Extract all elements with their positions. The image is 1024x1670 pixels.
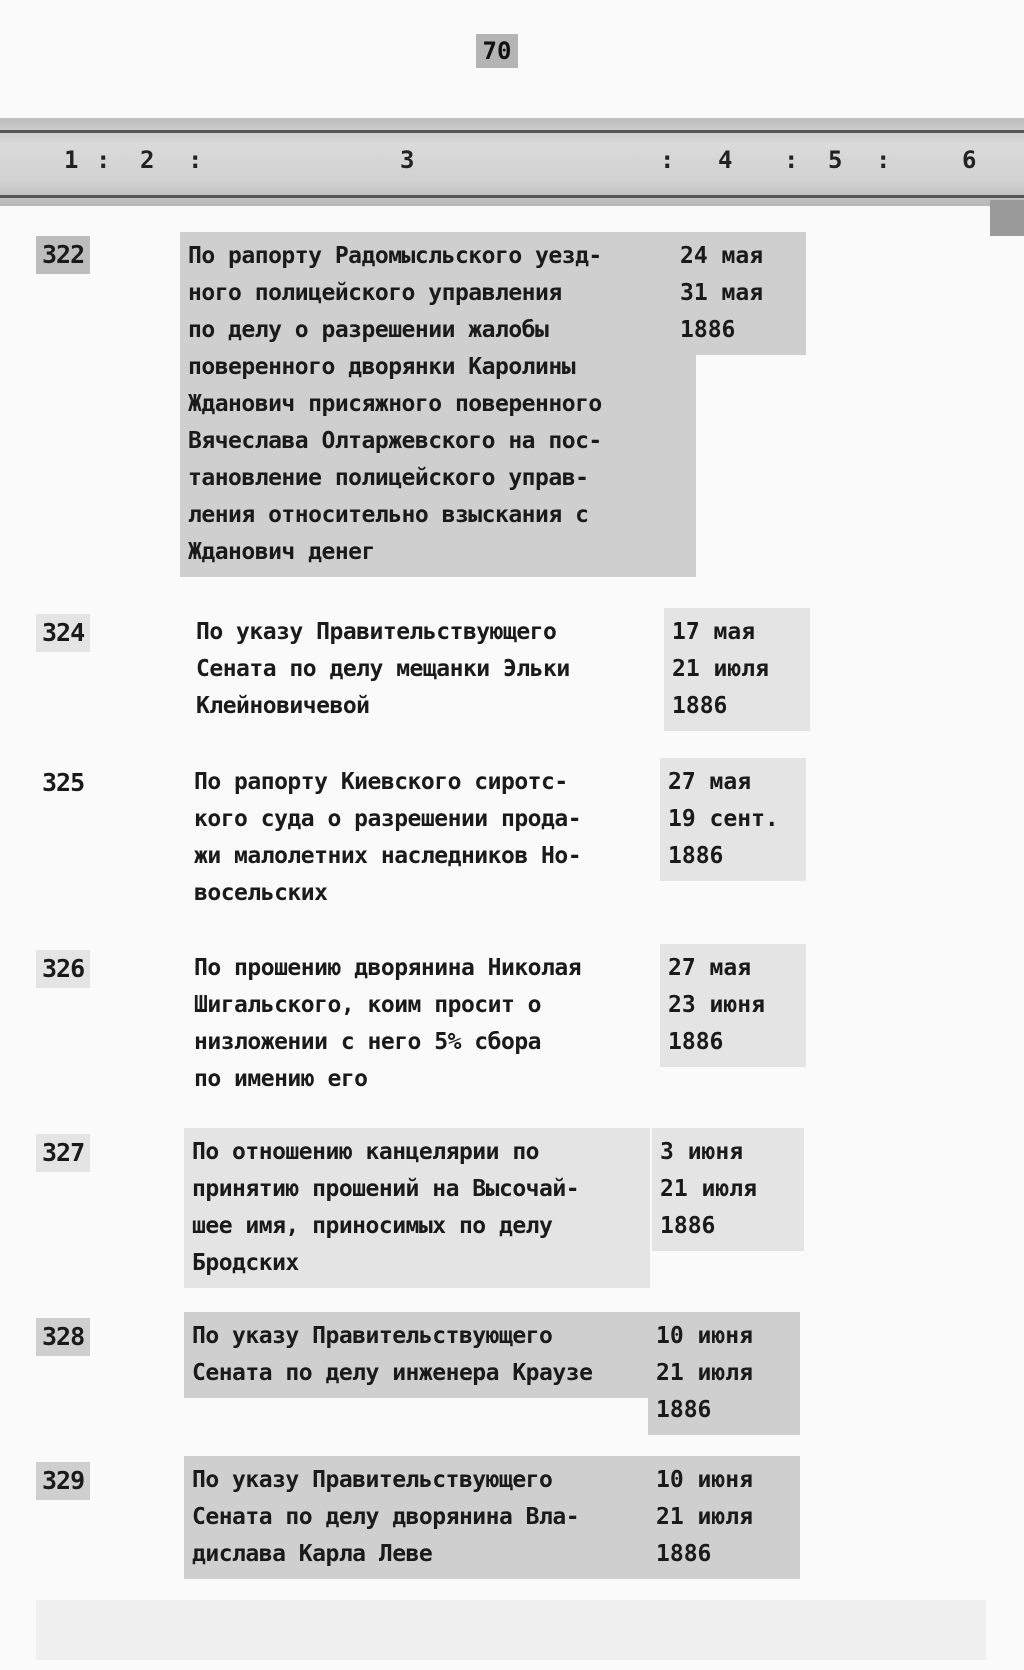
entry-year: 1886 (680, 317, 736, 343)
scan-shadow (990, 200, 1024, 236)
entry-line: Жданович присяжного поверенного (188, 391, 602, 417)
entry-line: ления относительно взыскания с (188, 502, 589, 528)
entry-description (188, 608, 644, 731)
date-received: 24 мая (680, 243, 764, 269)
column-2-label: 2 (140, 146, 155, 174)
entry-line: По указу Правительствующего (192, 1323, 553, 1349)
entry-dates (648, 1312, 800, 1435)
entry-year: 1886 (656, 1397, 712, 1423)
entry-line: кого суда о разрешении прода- (194, 806, 582, 832)
header-rule-bottom (0, 195, 1024, 198)
entry-line: Вячеслава Олтаржевского на пос- (188, 428, 602, 454)
entry-line: по имению его (194, 1066, 368, 1092)
date-resolved: 21 июля (656, 1360, 753, 1386)
entry-line: По отношению канцелярии по (192, 1139, 540, 1165)
entry-number: 328 (36, 1318, 90, 1356)
page-number: 70 (476, 34, 518, 68)
column-5-label: 5 (828, 146, 843, 174)
entry-line: поверенного дворянки Каролины (188, 354, 576, 380)
entry-description (186, 944, 652, 1104)
entry-line: дислава Карла Леве (192, 1541, 433, 1567)
entry-number: 327 (36, 1134, 90, 1172)
entry-description (186, 758, 642, 918)
entry-number: 322 (36, 236, 90, 274)
date-resolved: 31 мая (680, 280, 764, 306)
date-resolved: 23 июня (668, 992, 765, 1018)
entry-line: Бродских (192, 1250, 299, 1276)
entry-description (184, 1128, 650, 1288)
entry-year: 1886 (668, 843, 724, 869)
entry-line: низложении с него 5% сбора (194, 1029, 542, 1055)
column-separator: : (96, 146, 111, 174)
date-resolved: 21 июля (660, 1176, 757, 1202)
entry-line: По указу Правительствующего (196, 619, 557, 645)
entry-line: по делу о разрешении жалобы (188, 317, 549, 343)
entry-line: Шигальского, коим просит о (194, 992, 542, 1018)
entry-year: 1886 (660, 1213, 716, 1239)
column-6-label: 6 (962, 146, 977, 174)
entry-year: 1886 (656, 1541, 712, 1567)
entry-year: 1886 (672, 693, 728, 719)
entry-line: По прошению дворянина Николая (194, 955, 582, 981)
entry-dates (660, 944, 806, 1067)
entry-description (180, 232, 696, 577)
column-3-label: 3 (400, 146, 415, 174)
scan-shadow-bottom (36, 1600, 986, 1660)
date-received: 17 мая (672, 619, 756, 645)
entry-line: тановление полицейского управ- (188, 465, 589, 491)
entry-line: По указу Правительствующего (192, 1467, 553, 1493)
entry-number: 326 (36, 950, 90, 988)
entry-line: восельских (194, 880, 328, 906)
entry-dates (660, 758, 806, 881)
entry-line: Сената по делу мещанки Эльки (196, 656, 570, 682)
date-received: 3 июня (660, 1139, 744, 1165)
column-header (0, 118, 1024, 206)
entry-line: Сената по делу инженера Краузе (192, 1360, 593, 1386)
entry-dates (648, 1456, 800, 1579)
entry-number: 329 (36, 1462, 90, 1500)
entry-line: По рапорту Киевского сиротс- (194, 769, 568, 795)
entry-line: ного полицейского управления (188, 280, 562, 306)
entry-description (184, 1456, 660, 1579)
entry-line: шее имя, приносимых по делу (192, 1213, 553, 1239)
date-resolved: 19 сент. (668, 806, 779, 832)
header-rule-top (0, 130, 1024, 133)
entry-number: 325 (42, 768, 85, 797)
entry-line: принятию прошений на Высочай- (192, 1176, 580, 1202)
entry-dates (652, 1128, 804, 1251)
entry-description (184, 1312, 660, 1398)
column-1-label: 1 (64, 146, 79, 174)
column-separator: : (784, 146, 799, 174)
column-4-label: 4 (718, 146, 733, 174)
date-received: 27 мая (668, 955, 752, 981)
entry-number: 324 (36, 614, 90, 652)
date-resolved: 21 июля (672, 656, 769, 682)
entry-line: Клейновичевой (196, 693, 370, 719)
column-separator: : (876, 146, 891, 174)
date-received: 10 июня (656, 1323, 753, 1349)
column-separator: : (188, 146, 203, 174)
date-received: 10 июня (656, 1467, 753, 1493)
entry-line: Сената по делу дворянина Вла- (192, 1504, 580, 1530)
entry-line: По рапорту Радомысльского уезд- (188, 243, 602, 269)
entry-dates (672, 232, 806, 355)
entry-line: жи малолетних наследников Но- (194, 843, 582, 869)
date-received: 27 мая (668, 769, 752, 795)
column-separator: : (660, 146, 675, 174)
date-resolved: 21 июля (656, 1504, 753, 1530)
entry-dates (664, 608, 810, 731)
entry-line: Жданович денег (188, 539, 375, 565)
entry-year: 1886 (668, 1029, 724, 1055)
